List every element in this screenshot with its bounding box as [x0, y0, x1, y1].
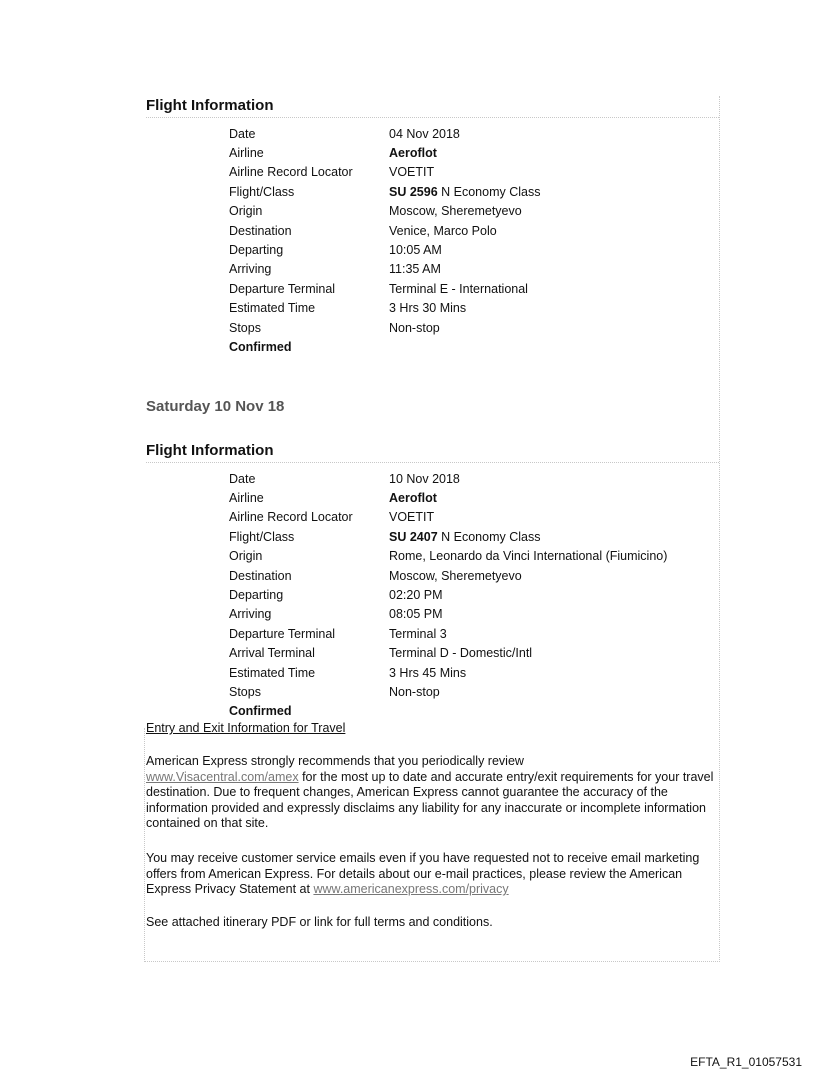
flight-2-date: 10 Nov 2018	[389, 471, 460, 486]
flight-2-departing-row	[229, 585, 667, 604]
flight-2-destination: Moscow, Sheremetyevo	[389, 568, 522, 583]
row-label: Airline Record Locator	[229, 510, 353, 525]
flight-1-class-row	[229, 182, 540, 201]
flight-1-locator: VOETIT	[389, 165, 435, 180]
flight-2-dep-terminal-row	[229, 624, 667, 643]
flight-1-est-time: 3 Hrs 30 Mins	[389, 301, 467, 316]
row-label: Stops	[229, 684, 261, 699]
entry-exit-text-1: American Express strongly recommends that you periodically review	[146, 754, 524, 768]
flight-1-arriving-row	[229, 260, 540, 279]
row-label: Airline Record Locator	[229, 165, 353, 180]
flight-1-airline: Aeroflot	[389, 146, 437, 161]
flight-2-date-row	[229, 469, 667, 488]
flight-1-status: Confirmed	[229, 339, 292, 354]
day-heading: Saturday 10 Nov 18	[146, 398, 285, 415]
flight-2-arr-terminal-row	[229, 644, 667, 663]
flight-2-origin: Rome, Leonardo da Vinci International (Fiumicino)	[389, 549, 668, 564]
flight-2-origin-row	[229, 547, 667, 566]
flight-2-destination-row	[229, 566, 667, 585]
frame-left-border	[144, 728, 145, 962]
flight-2-stops-row	[229, 682, 667, 701]
flight-1-destination: Venice, Marco Polo	[389, 223, 497, 238]
row-label: Origin	[229, 204, 263, 219]
row-label: Estimated Time	[229, 301, 316, 316]
flight-1-est-time-row	[229, 299, 540, 318]
terms-text: See attached itinerary PDF or link for full terms and conditions.	[146, 915, 493, 929]
flight-1-stops-row	[229, 318, 540, 337]
flight-1-departing-row	[229, 240, 540, 259]
flight-2-stops: Non-stop	[389, 684, 440, 699]
flight-1-airline-row	[229, 143, 540, 162]
flight-2-arriving: 08:05 PM	[389, 607, 443, 622]
flight-2-airline-row	[229, 488, 667, 507]
flight-2-status: Confirmed	[229, 704, 292, 719]
privacy-link[interactable]: www.americanexpress.com/privacy	[313, 882, 509, 896]
row-label: Flight/Class	[229, 529, 295, 544]
row-label: Departure Terminal	[229, 281, 336, 296]
row-label: Departing	[229, 243, 284, 258]
flight-2-arr-terminal: Terminal D - Domestic/Intl	[389, 646, 533, 661]
flight-2-details	[229, 469, 667, 721]
flight-2-dep-terminal: Terminal 3	[389, 626, 447, 641]
row-label: Airline	[229, 491, 264, 506]
flight-2-locator-row	[229, 508, 667, 527]
flight-1-origin-row	[229, 202, 540, 221]
row-label: Departing	[229, 588, 284, 603]
privacy-paragraph	[146, 851, 718, 898]
terms-paragraph	[146, 915, 718, 931]
document-id: EFTA_R1_01057531	[690, 1055, 802, 1069]
flight-2-class-row	[229, 527, 667, 546]
flight-2-number: SU 2407	[389, 529, 438, 544]
flight-2-departing: 02:20 PM	[389, 588, 443, 603]
flight-1-dep-terminal-row	[229, 279, 540, 298]
row-label: Flight/Class	[229, 184, 295, 199]
flight-2-heading: Flight Information	[146, 442, 719, 463]
flight-1-date-row	[229, 124, 540, 143]
row-label: Airline	[229, 146, 264, 161]
flight-2-est-time: 3 Hrs 45 Mins	[389, 665, 467, 680]
row-label: Arriving	[229, 607, 272, 622]
entry-exit-paragraph	[146, 754, 718, 832]
flight-2-arriving-row	[229, 605, 667, 624]
flight-2-airline: Aeroflot	[389, 491, 437, 506]
row-label: Departure Terminal	[229, 626, 336, 641]
flight-1-number: SU 2596	[389, 184, 438, 199]
flight-1-class: N Economy Class	[441, 184, 541, 199]
flight-1-locator-row	[229, 163, 540, 182]
row-label: Stops	[229, 320, 261, 335]
flight-1-arriving: 11:35 AM	[389, 262, 441, 277]
privacy-text: You may receive customer service emails even if you have requested not to receive email marketing offers from American Express. For details about our e-mail practices, please review the American Express Privacy Statement at	[146, 851, 700, 896]
row-label: Date	[229, 471, 256, 486]
flight-1-destination-row	[229, 221, 540, 240]
flight-1-dep-terminal: Terminal E - International	[389, 281, 528, 296]
flight-2-locator: VOETIT	[389, 510, 435, 525]
row-label: Date	[229, 126, 256, 141]
flight-1-date: 04 Nov 2018	[389, 126, 460, 141]
row-label: Estimated Time	[229, 665, 316, 680]
flight-2-est-time-row	[229, 663, 667, 682]
row-label: Destination	[229, 223, 292, 238]
flight-1-stops: Non-stop	[389, 320, 440, 335]
entry-exit-link[interactable]: Entry and Exit Information for Travel	[146, 721, 346, 735]
row-label: Origin	[229, 549, 263, 564]
row-label: Destination	[229, 568, 292, 583]
entry-exit-section	[146, 721, 718, 737]
flight-1-departing: 10:05 AM	[389, 243, 442, 258]
flight-1-origin: Moscow, Sheremetyevo	[389, 204, 522, 219]
visacentral-link[interactable]: www.Visacentral.com/amex	[146, 769, 299, 784]
row-label: Arrival Terminal	[229, 646, 315, 661]
flight-2-class: N Economy Class	[441, 529, 541, 544]
entry-exit-text-2: for the most up to date and accurate entry/exit requirements for your travel destination. Due to frequent changes, American Express cannot guarantee the accuracy of the information provided and expressly disclaims any liability for any inaccurate or incomplete information contained on that site.	[146, 769, 714, 830]
flight-1-heading: Flight Information	[146, 97, 719, 118]
row-label: Arriving	[229, 262, 272, 277]
flight-1-details	[229, 124, 540, 357]
